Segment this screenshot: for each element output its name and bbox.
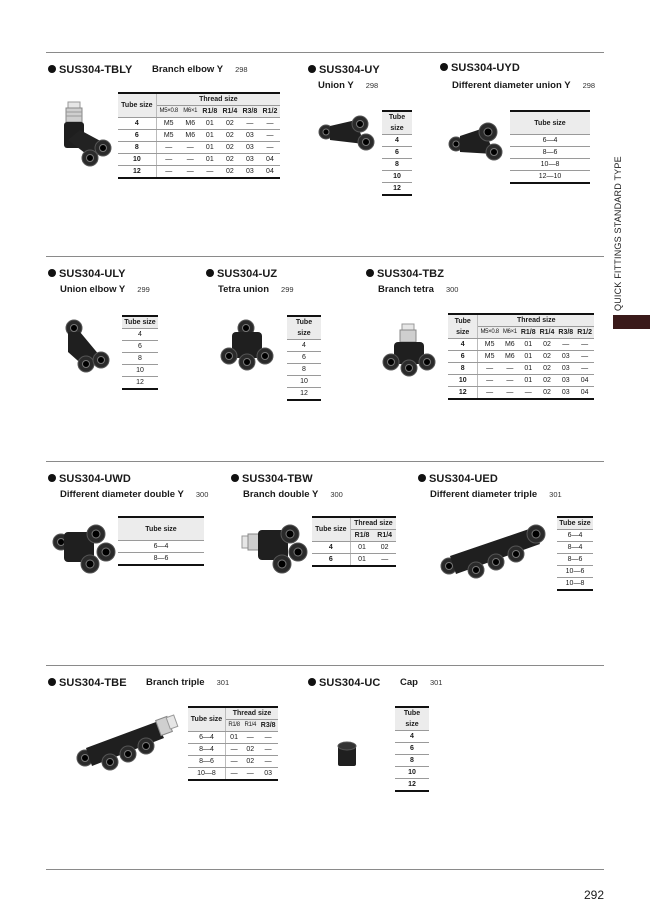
table-row: 10—6 [557, 566, 593, 578]
table-row: 6—4 [118, 541, 204, 553]
table-row: 8—4 [557, 542, 593, 554]
table-row: 8 — — 01 02 03 — [118, 142, 280, 154]
product-subtitle-tbly: Branch elbow Y 298 [152, 64, 248, 75]
table-row: 12—10 [510, 171, 590, 184]
table-row: 4 [122, 329, 158, 341]
product-title-tbz: SUS304-TBZ [366, 268, 444, 280]
tetra-union-image [220, 318, 274, 372]
table-row: 6 [287, 352, 321, 364]
table-row: 12 [382, 183, 412, 196]
table-row: 8 [382, 159, 412, 171]
table-row: 6—4 01 — — [188, 732, 278, 744]
branch-elbow-y-image [54, 100, 112, 168]
table-row: 12 [287, 388, 321, 401]
section-tab [613, 315, 650, 329]
product-title-tbw: SUS304-TBW [231, 473, 313, 485]
branch-triple-image [76, 710, 182, 772]
table-row: 12 — — — 02 03 04 [448, 387, 594, 400]
product-subtitle-tbz: Branch tetra 300 [378, 284, 459, 295]
product-title-uyd: SUS304-UYD [440, 62, 520, 74]
size-table-uc: Tube size 4 6 8 10 12 [395, 706, 429, 792]
product-subtitle-uwd: Different diameter double Y 300 [60, 489, 209, 500]
table-row: 6—4 [510, 135, 590, 147]
table-row: 4 M5 M6 01 02 — — [118, 118, 280, 130]
product-subtitle-uyd: Different diameter union Y 298 [452, 80, 596, 91]
product-title-uwd: SUS304-UWD [48, 473, 131, 485]
table-row: 10 — — 01 02 03 04 [448, 375, 594, 387]
union-y-image [318, 112, 376, 154]
thread-table-tbe: Tube size Thread size R1/8 R1/4 R3/8 6—4 01 — — 8—4 — 02 — 8—6 — 02 — 10—8 — — 03 [188, 706, 278, 781]
table-row: 10—8 [510, 159, 590, 171]
table-row: 10 — — 01 02 03 04 [118, 154, 280, 166]
table-row: 6 01 — [312, 554, 396, 567]
product-subtitle-tbw: Branch double Y 300 [243, 489, 343, 500]
product-title-tbly: SUS304-TBLY [48, 64, 132, 76]
thread-table-tbw: Tube size Thread size R1/8 R1/4 4 01 02 6 01 — [312, 516, 396, 567]
product-subtitle-uly: Union elbow Y 299 [60, 284, 150, 295]
table-row: 12 [122, 377, 158, 390]
table-row: 4 [395, 731, 429, 743]
product-title-uc: SUS304-UC [308, 677, 380, 689]
table-row: 10—8 [557, 578, 593, 591]
table-row: 10 [122, 365, 158, 377]
product-title-uy: SUS304-UY [308, 64, 380, 76]
divider [46, 461, 604, 462]
table-row: 6 [382, 147, 412, 159]
divider [46, 256, 604, 257]
thread-table-tbly: Tube size Thread size M5×0.8 M6×1 R1/8 R1/4 R3/8 R1/2 4 M5 M6 01 02 — — 6 M5 M6 01 02 03 — 8 — — 01 02 03 — 10 — — 01 02 03 04 12 — — — 02 03 04 [118, 92, 280, 179]
branch-double-y-image [240, 522, 308, 576]
product-subtitle-ued: Different diameter triple 301 [430, 489, 562, 500]
table-row: 6 M5 M6 01 02 03 — [118, 130, 280, 142]
table-row: 10 [395, 767, 429, 779]
product-subtitle-tbe: Branch triple 301 [146, 677, 230, 688]
product-title-tbe: SUS304-TBE [48, 677, 127, 689]
table-row: 4 M5 M6 01 02 — — [448, 339, 594, 351]
table-row: 8—6 [118, 553, 204, 566]
table-row: 10 [287, 376, 321, 388]
table-row: 4 [287, 340, 321, 352]
size-table-uwd: Tube size 6—4 8—6 [118, 516, 204, 566]
sidebar-category [612, 156, 624, 312]
product-title-uly: SUS304-ULY [48, 268, 126, 280]
table-row: 8—4 — 02 — [188, 744, 278, 756]
product-subtitle-uy: Union Y 298 [318, 80, 379, 91]
table-row: 10 [382, 171, 412, 183]
size-table-uyd: Tube size 6—4 8—6 10—8 12—10 [510, 110, 590, 184]
table-row: 4 01 02 [312, 542, 396, 554]
product-title-ued: SUS304-UED [418, 473, 498, 485]
size-table-uy: Tube size 4 6 8 10 12 [382, 110, 412, 196]
different-diameter-union-y-image [448, 120, 504, 164]
thread-table-tbz: Tube size Thread size M5×0.8 M6×1 R1/8 R1/4 R3/8 R1/2 4 M5 M6 01 02 — — 6 M5 M6 01 02 03 — 8 — — 01 02 03 — 10 — — 01 02 03 04 12 — — — 02 03 04 [448, 313, 594, 400]
table-row: 6 [395, 743, 429, 755]
table-row: 8 [287, 364, 321, 376]
size-table-uz: Tube size 4 6 8 10 12 [287, 315, 321, 401]
table-row: 6 [122, 341, 158, 353]
product-subtitle-uz: Tetra union 299 [218, 284, 294, 295]
table-row: 6—4 [557, 530, 593, 542]
different-diameter-triple-image [440, 520, 548, 582]
divider [46, 52, 604, 53]
product-subtitle-uc: Cap 301 [400, 677, 443, 688]
table-row: 8—6 — 02 — [188, 756, 278, 768]
divider [46, 869, 604, 870]
table-row: 4 [382, 135, 412, 147]
size-table-uly: Tube size 4 6 8 10 12 [122, 315, 158, 390]
table-row: 8 [395, 755, 429, 767]
table-row: 6 M5 M6 01 02 03 — [448, 351, 594, 363]
table-row: 12 [395, 779, 429, 792]
table-row: 10—8 — — 03 [188, 768, 278, 781]
union-elbow-y-image [60, 318, 110, 374]
product-title-uz: SUS304-UZ [206, 268, 277, 280]
sidebar-label: QUICK FITTINGS STANDARD TYPE [613, 156, 623, 311]
page-number: 292 [583, 888, 604, 902]
different-diameter-double-y-image [52, 522, 116, 576]
divider [46, 665, 604, 666]
size-table-ued: Tube size 6—4 8—4 8—6 10—6 10—8 [557, 516, 593, 591]
cap-image [332, 740, 362, 772]
table-row: 8—6 [557, 554, 593, 566]
table-row: 8 — — 01 02 03 — [448, 363, 594, 375]
table-row: 8 [122, 353, 158, 365]
branch-tetra-image [382, 322, 436, 378]
table-row: 8—6 [510, 147, 590, 159]
table-row: 12 — — — 02 03 04 [118, 166, 280, 179]
